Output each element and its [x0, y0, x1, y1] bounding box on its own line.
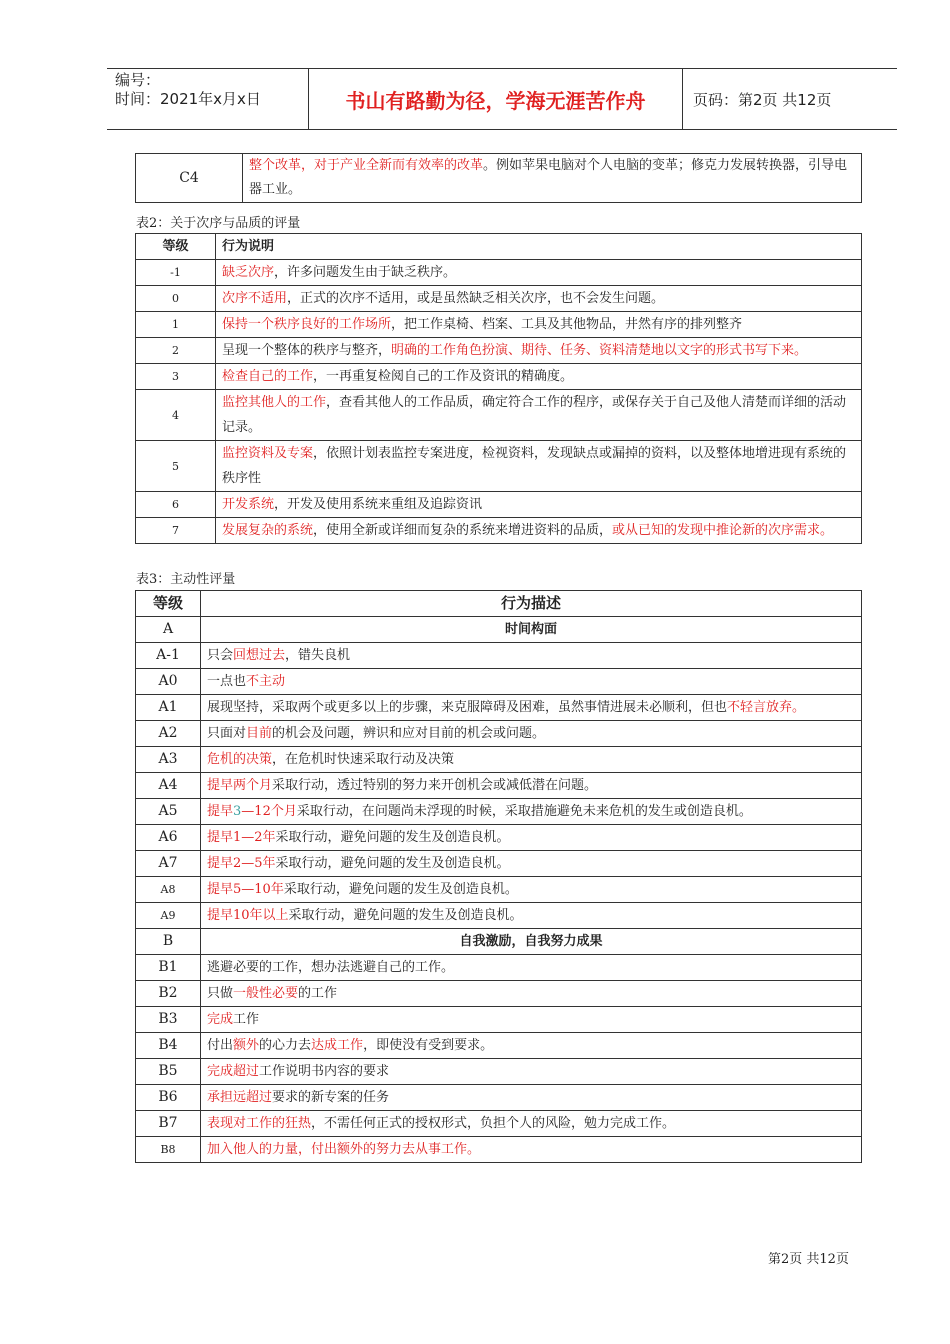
level-cell: B4	[136, 1033, 201, 1059]
desc-cell	[201, 747, 862, 773]
desc-rest: 采取行动，避免问题的发生及创造良机。	[275, 830, 510, 845]
desc-red: 提早5—10年	[207, 882, 284, 897]
table-row	[136, 1085, 862, 1111]
level-cell: B8	[136, 1137, 201, 1163]
table-row	[136, 1111, 862, 1137]
table-header-row	[136, 234, 862, 260]
level-cell: C4	[136, 154, 243, 203]
header-meta	[107, 69, 309, 129]
desc-cell	[201, 877, 862, 903]
desc-rest: ，错失良机	[285, 648, 351, 663]
table-row	[136, 492, 862, 518]
desc-red: 保持一个秩序良好的工作场所	[222, 317, 392, 332]
col-desc: 行为说明	[216, 234, 862, 260]
table-row	[136, 390, 862, 441]
desc-cell	[201, 1137, 862, 1163]
level-cell: A6	[136, 825, 201, 851]
level-cell: A8	[136, 877, 201, 903]
desc-red: 承担远超过	[207, 1090, 273, 1105]
desc-cell	[201, 851, 862, 877]
desc-cell	[216, 441, 862, 492]
table-row	[136, 825, 862, 851]
level-cell: 6	[136, 492, 216, 518]
desc-rest: 的心力去	[259, 1038, 312, 1053]
desc-red3: —12个月	[241, 804, 297, 819]
desc-rest: 的工作	[298, 986, 338, 1001]
table-row	[136, 1137, 862, 1163]
desc-rest: 工作	[233, 1012, 260, 1027]
table-row	[136, 981, 862, 1007]
desc-rest: ，把工作桌椅、档案、工具及其他物品，井然有序的排列整齐	[391, 317, 743, 332]
desc-cell	[216, 260, 862, 286]
table-order-quality	[135, 233, 862, 544]
section-title: 自我激励，自我努力成果	[201, 929, 862, 955]
desc-cell	[201, 721, 862, 747]
table-row	[136, 154, 862, 203]
desc-red: 完成	[207, 1012, 234, 1027]
desc-cell	[216, 338, 862, 364]
desc-red: 目前	[246, 726, 273, 741]
desc-cell	[201, 695, 862, 721]
level-cell: A7	[136, 851, 201, 877]
section-title: 时间构面	[201, 617, 862, 643]
table3-caption: 表3：主动性评量	[136, 572, 236, 587]
table-row	[136, 747, 862, 773]
level-cell: A-1	[136, 643, 201, 669]
page-footer: 第2页 共12页	[768, 1252, 849, 1267]
level-cell: A9	[136, 903, 201, 929]
desc-cell	[201, 1085, 862, 1111]
desc-red: 不轻言放弃。	[727, 700, 806, 715]
desc-red: 表现对工作的狂热	[207, 1116, 312, 1131]
desc-rest: ，使用全新或详细而复杂的系统来增进资料的品质，	[313, 523, 613, 538]
level-cell: A0	[136, 669, 201, 695]
table-header-row	[136, 591, 862, 617]
desc-red2: 达成工作	[311, 1038, 364, 1053]
desc-rest: ，不需任何正式的授权形式，负担个人的风险，勉力完成工作。	[311, 1116, 676, 1131]
level-cell: A2	[136, 721, 201, 747]
desc-red: 监控资料及专案	[222, 446, 314, 461]
table-row	[136, 851, 862, 877]
header-page-info: 页码：第2页 共12页	[693, 90, 832, 109]
desc-red: 发展复杂的系统	[222, 523, 314, 538]
desc-rest: 的机会及问题，辨识和应对目前的机会或问题。	[272, 726, 546, 741]
desc-red: 提早2—5年	[207, 856, 276, 871]
desc-cell	[201, 1033, 862, 1059]
col-desc: 行为描述	[201, 591, 862, 617]
desc-red: 加入他人的力量，付出额外的努力去从事工作。	[207, 1142, 481, 1157]
table-row	[136, 1033, 862, 1059]
desc-cell	[201, 669, 862, 695]
section-level: A	[136, 617, 201, 643]
desc-rest: ，一再重复检阅自己的工作及资讯的精确度。	[313, 369, 574, 384]
desc-rest: ，许多问题发生由于缺乏秩序。	[274, 265, 457, 280]
desc-rest: 采取行动，透过特别的努力来开创机会或减低潜在问题。	[272, 778, 598, 793]
desc-red: 缺乏次序	[222, 265, 275, 280]
desc-red: 开发系统	[222, 497, 275, 512]
desc-rest: ，依照计划表监控专案进度，检视资料，发现缺点或漏掉的资料，以及整体地增进现有系统的秩序性	[222, 446, 847, 486]
desc-pre: 付出	[207, 1038, 234, 1053]
level-cell: 1	[136, 312, 216, 338]
table-row	[136, 721, 862, 747]
table-row	[136, 773, 862, 799]
desc-cell	[201, 1059, 862, 1085]
desc-cell	[216, 312, 862, 338]
desc-rest: ，在危机时快速采取行动及决策	[272, 752, 455, 767]
desc-cell	[216, 518, 862, 544]
desc-pre: 一点也	[207, 674, 247, 689]
desc-red: 危机的决策	[207, 752, 273, 767]
table-row	[136, 799, 862, 825]
level-cell: -1	[136, 260, 216, 286]
table-row	[136, 364, 862, 390]
page-header	[107, 68, 897, 130]
table-row	[136, 312, 862, 338]
table-row	[136, 643, 862, 669]
level-cell: B5	[136, 1059, 201, 1085]
desc-rest: 。例如苹果电脑对个人电脑的变革；修克力发展转换器，引导电器工业。	[249, 158, 848, 197]
section-row	[136, 617, 862, 643]
desc-cell	[201, 981, 862, 1007]
desc-cell	[201, 1111, 862, 1137]
desc-pre: 展现坚持，采取两个或更多以上的步骤，来克服障碍及困难，虽然事情进展未必顺利，但也	[207, 700, 728, 715]
desc-rest: 要求的新专案的任务	[272, 1090, 390, 1105]
desc-pre: 逃避必要的工作，想办法逃避自己的工作。	[207, 960, 455, 975]
desc-pre: 呈现一个整体的秩序与整齐，	[222, 343, 392, 358]
desc-red: 检查自己的工作	[222, 369, 314, 384]
table-row	[136, 955, 862, 981]
level-cell: B6	[136, 1085, 201, 1111]
desc-red: 监控其他人的工作	[222, 395, 327, 410]
desc-rest: ，查看其他人的工作品质，确定符合工作的程序，或保存关于自己及他人清楚而详细的活动记录。	[222, 395, 847, 435]
desc-rest: 采取行动，避免问题的发生及创造良机。	[275, 856, 510, 871]
desc-rest2: ，即使没有受到要求。	[363, 1038, 494, 1053]
level-cell: A4	[136, 773, 201, 799]
table-row	[136, 1007, 862, 1033]
desc-pre: 只会	[207, 648, 234, 663]
desc-red: 次序不适用	[222, 291, 288, 306]
desc-pre: 只做	[207, 986, 234, 1001]
level-cell: A5	[136, 799, 201, 825]
table-row	[136, 1059, 862, 1085]
level-cell: 3	[136, 364, 216, 390]
desc-red: 额外	[233, 1038, 260, 1053]
desc-pre: 只面对	[207, 726, 247, 741]
level-cell: 0	[136, 286, 216, 312]
table2-caption: 表2：关于次序与品质的评量	[136, 216, 301, 231]
section-level: B	[136, 929, 201, 955]
desc-red: 不主动	[246, 674, 286, 689]
desc-rest: 工作说明书内容的要求	[259, 1064, 390, 1079]
desc-red: 明确的工作角色扮演、期待、任务、资料清楚地以文字的形式书写下来。	[391, 343, 808, 358]
desc-cell	[216, 286, 862, 312]
desc-rest: ，正式的次序不适用，或是虽然缺乏相关次序，也不会发生问题。	[287, 291, 665, 306]
desc-red: 一般性必要	[233, 986, 299, 1001]
table-row	[136, 518, 862, 544]
desc-cell	[201, 955, 862, 981]
desc-red: 提早1—2年	[207, 830, 276, 845]
level-cell: 7	[136, 518, 216, 544]
table-row	[136, 669, 862, 695]
desc-cell	[201, 799, 862, 825]
level-cell: 5	[136, 441, 216, 492]
desc-cell	[216, 364, 862, 390]
desc-cell	[201, 825, 862, 851]
level-cell: B7	[136, 1111, 201, 1137]
desc-rest: 采取行动，在问题尚未浮现的时候，采取措施避免未来危机的发生或创造良机。	[296, 804, 752, 819]
desc-cell	[243, 154, 862, 203]
number-label: 编号：	[115, 71, 161, 89]
desc-red: 完成超过	[207, 1064, 260, 1079]
table-row	[136, 338, 862, 364]
desc-red: 提早	[207, 804, 234, 819]
desc-rest: 采取行动，避免问题的发生及创造良机。	[283, 882, 518, 897]
desc-rest: 采取行动，避免问题的发生及创造良机。	[288, 908, 523, 923]
desc-cell	[216, 492, 862, 518]
header-motto: 书山有路勤为径，学海无涯苦作舟	[309, 69, 683, 129]
col-level: 等级	[136, 591, 201, 617]
col-level: 等级	[136, 234, 216, 260]
level-cell: 4	[136, 390, 216, 441]
level-cell: B1	[136, 955, 201, 981]
desc-cell	[201, 1007, 862, 1033]
desc-red: 提早10年以上	[207, 908, 289, 923]
desc-cell	[201, 643, 862, 669]
section-row	[136, 929, 862, 955]
desc-cell	[201, 773, 862, 799]
desc-red: 提早两个月	[207, 778, 273, 793]
table-row	[136, 877, 862, 903]
desc-red: 整个改革，对于产业全新而有效率的改革	[249, 158, 484, 173]
level-cell: A1	[136, 695, 201, 721]
desc-cell	[216, 390, 862, 441]
time-label: 时间：2021年x月x日	[115, 90, 261, 108]
level-cell: B3	[136, 1007, 201, 1033]
table-row	[136, 260, 862, 286]
table-row	[136, 286, 862, 312]
table-initiative	[135, 590, 862, 1163]
level-cell: B2	[136, 981, 201, 1007]
desc-teal: 3	[233, 804, 242, 819]
table-c-continuation	[135, 153, 862, 203]
table-row	[136, 695, 862, 721]
level-cell: A3	[136, 747, 201, 773]
table-row	[136, 441, 862, 492]
desc-cell	[201, 903, 862, 929]
desc-red2: 或从已知的发现中推论新的次序需求。	[612, 523, 834, 538]
level-cell: 2	[136, 338, 216, 364]
desc-red: 回想过去	[233, 648, 286, 663]
desc-rest: ，开发及使用系统来重组及追踪资讯	[274, 497, 483, 512]
table-row	[136, 903, 862, 929]
